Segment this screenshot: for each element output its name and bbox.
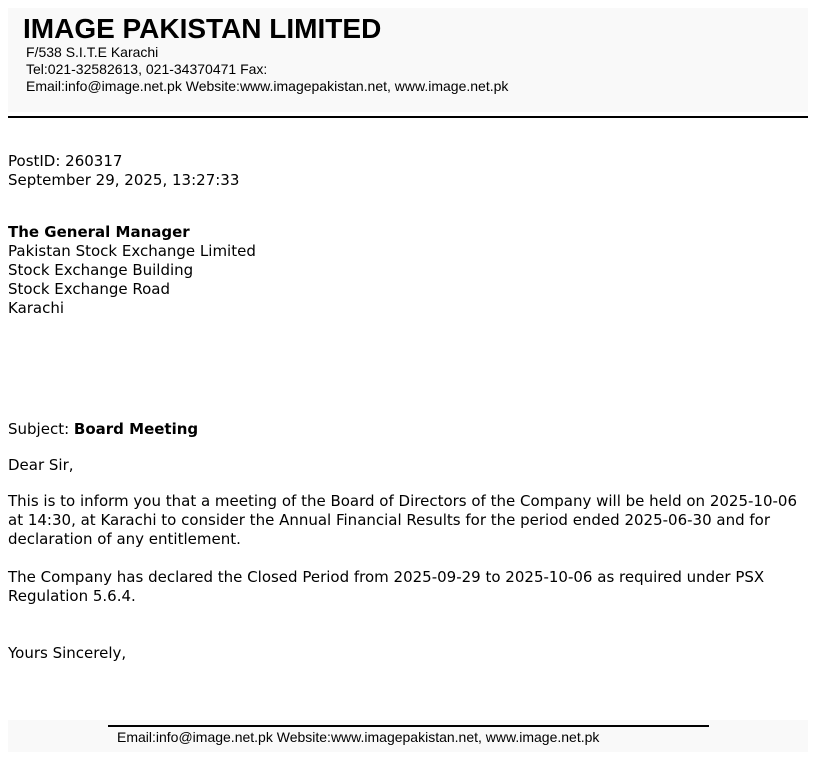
body-paragraph: The Company has declared the Closed Period from 2025-09-29 to 2025-10-06 as required under PSX Regulation 5.6.4. <box>8 568 765 605</box>
post-id: PostID: 260317 <box>8 152 123 170</box>
company-phone: Tel:021-32582613, 021-34370471 Fax: <box>26 61 268 77</box>
letterhead <box>8 8 808 112</box>
company-name: IMAGE PAKISTAN LIMITED <box>23 13 382 44</box>
subject-label: Subject: <box>8 420 70 438</box>
recipient-title: The General Manager <box>8 223 190 241</box>
recipient-line: Stock Exchange Road <box>8 280 170 298</box>
footer <box>8 720 808 752</box>
subject-line <box>8 420 198 439</box>
recipient-line: Karachi <box>8 299 65 317</box>
closing: Yours Sincerely, <box>8 644 127 662</box>
post-datetime: September 29, 2025, 13:27:33 <box>8 171 240 189</box>
recipient-line: Pakistan Stock Exchange Limited <box>8 242 256 260</box>
subject-value: Board Meeting <box>73 420 199 438</box>
recipient-line: Stock Exchange Building <box>8 261 194 279</box>
salutation: Dear Sir, <box>8 456 74 474</box>
header-divider <box>8 116 808 118</box>
company-contact: Email:info@image.net.pk Website:www.imagepakistan.net, www.image.net.pk <box>26 78 509 94</box>
footer-divider <box>108 725 709 727</box>
company-address: F/538 S.I.T.E Karachi <box>26 44 159 60</box>
body-paragraph: This is to inform you that a meeting of the Board of Directors of the Company will be held on 2025-10-06 at 14:30, at Karachi to consider the Annual Financial Results for the period ended 2025-06-30 and for declaration of any entitlement. <box>8 492 797 548</box>
footer-contact: Email:info@image.net.pk Website:www.imagepakistan.net, www.image.net.pk <box>117 729 600 745</box>
